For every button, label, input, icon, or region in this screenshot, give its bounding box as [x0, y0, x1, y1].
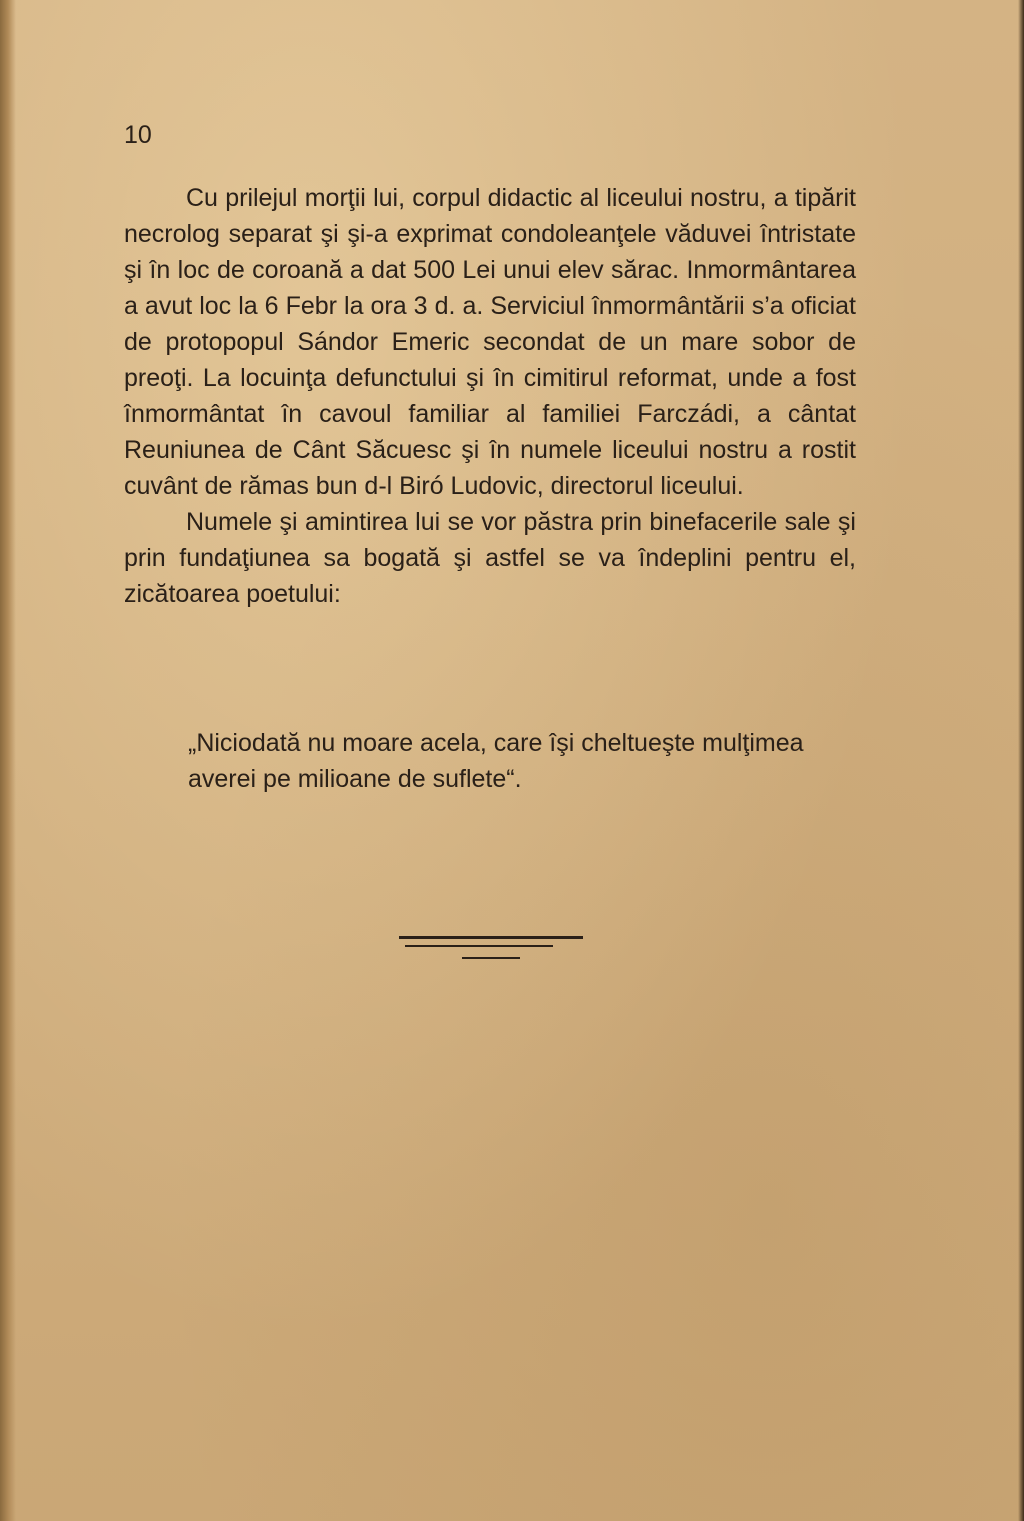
page-right-edge-shadow — [1018, 0, 1024, 1521]
body-text — [124, 180, 856, 612]
paragraph-funeral: Cu prilejul morţii lui, corpul didactic al liceului nostru, a tipărit necrolog separat şi şi-a exprimat condoleanţele văduvei întristate şi în loc de coroană a dat 500 Lei unui elev sărac. Inmormântarea a avut loc la 6 Febr la ora 3 d. a. Serviciul înmormântării s’a oficiat de protopopul Sándor Emeric secondat de un mare sobor de preoţi. La locuinţa defunctului şi în cimitirul reformat, unde a fost înmormântat în cavoul familiar al familiei Farczádi, a cântat Reuniunea de Cânt Săcuesc şi în numele liceului nostru a rostit cuvânt de rămas bun d-l Biró Ludovic, directorul liceului. — [124, 184, 856, 500]
page-number: 10 — [124, 121, 152, 149]
paragraph-memory: Numele şi amintirea lui se vor păstra prin binefacerile sale şi prin fundaţiunea sa bogată şi astfel se va îndeplini pentru el, zicătoarea poetului: — [124, 508, 856, 608]
end-rule-middle — [405, 945, 553, 947]
poet-quote: „Niciodată nu moare acela, care îşi cheltueşte mulţimea averei pe milioane de suflete“. — [188, 729, 804, 793]
end-rule-bottom — [462, 957, 520, 959]
page-left-edge-shadow — [0, 0, 16, 1521]
end-rule-top — [399, 936, 583, 939]
